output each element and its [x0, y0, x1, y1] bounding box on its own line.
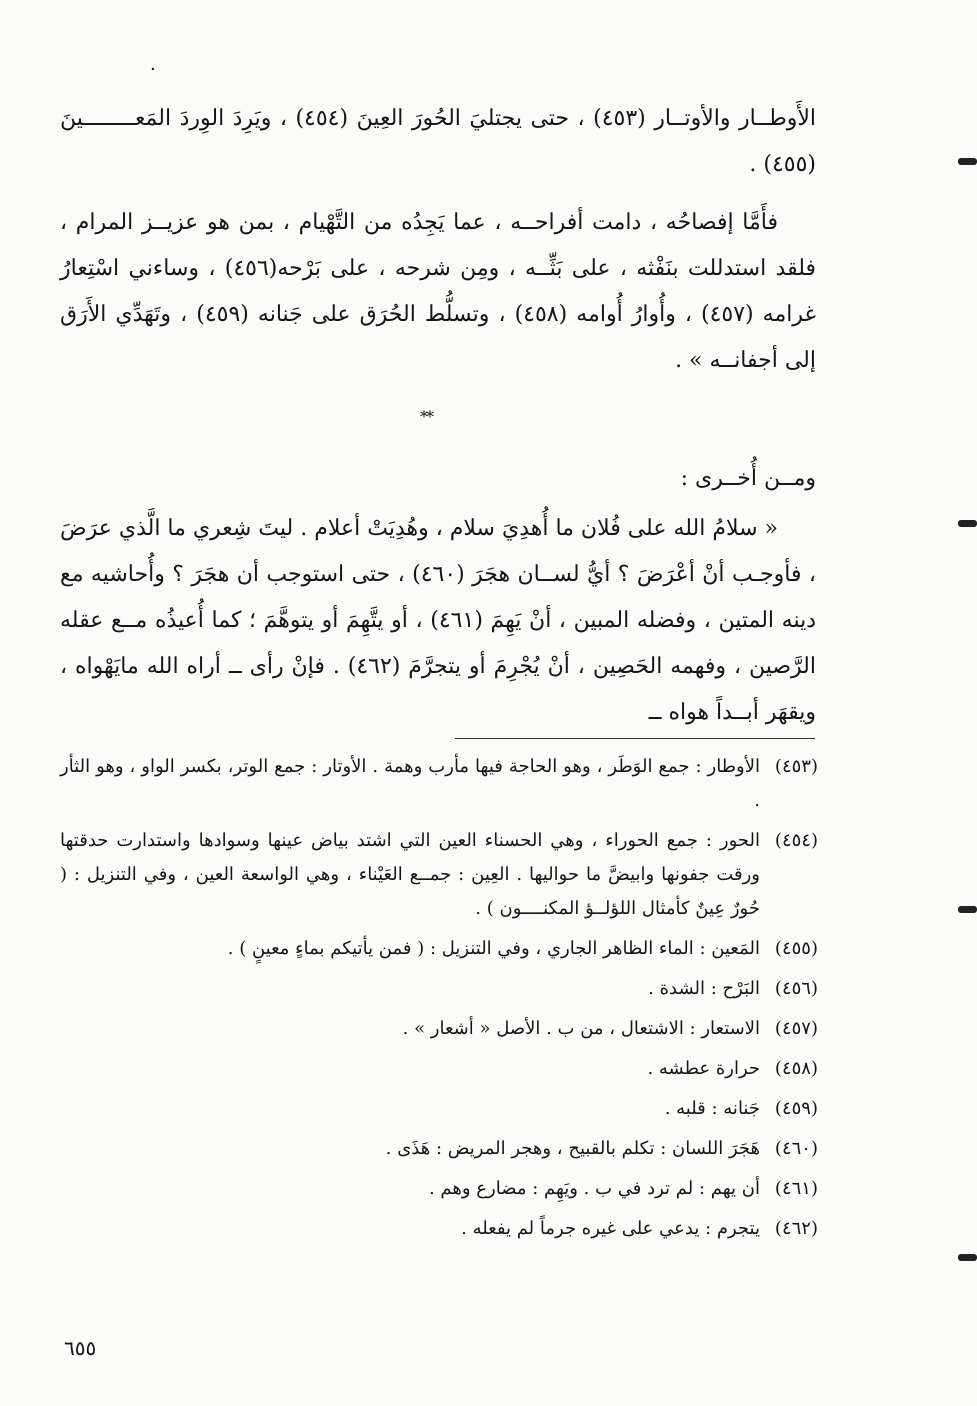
paragraph-4-text: « سلامُ الله على فُلان ما أُهدِيَ سلام ، وهُدِيَتْ أعلام . ليتَ شِعري ما الَّذي عرَضَ ، فأوجـب أنْ أعْرَضَ ؟ أيُّ لســان هجَرَ (٤٦٠) ، حتى استوجب أن هجَرَ ؟ وأُحاشيه مع دينه المتين ، وفضله المبين ، أنْ يَهِمَ (٤٦١) ، أو يتَّهِمَ أو يتوهَّمَ ؛ كما أُعيذُه مــع عقله الرَّصين ، وفهمه الحَصِين ، أنْ يُجْرِمَ أو يتجرَّمَ (٤٦٢) . فإنْ رأى ــ أراه الله مايَهْواه ، ويقهَر أبــداً هواه ــ — [60, 516, 817, 725]
footnote-460 — [60, 1132, 818, 1166]
section-stars: ⁎⁎ — [420, 402, 432, 421]
paragraph-4 — [60, 506, 816, 736]
margin-mark — [958, 520, 977, 527]
section-heading — [60, 456, 816, 502]
footnote-462 — [60, 1212, 818, 1246]
footnote-461 — [60, 1172, 818, 1206]
footnote-number: (٤٦٢) — [774, 1218, 818, 1239]
footnote-459 — [60, 1092, 818, 1126]
footnote-number: (٤٥٧) — [774, 1018, 818, 1039]
paragraph-1 — [60, 96, 816, 188]
paragraph-2-text: فأَمَّا إفصاحُه ، دامت أفراحــه ، عما يَجِدُه من التَّهْيام ، بمن هو عزيــز المرام ، فلقد استدللت بنَفْثه ، على بَثِّــه ، ومِن شرحه ، على بَرْحه(٤٥٦) ، وساءني اسْتِعارُ غرامه (٤٥٧) ، وأُوارُ أُوامه (٤٥٨) ، وتسلُّط الحُرَق على جَنانه (٤٥٩) ، وتَهَدِّي الأَرَق إلى أجفانــه » . — [60, 210, 817, 373]
footnote-number: (٤٥٦) — [774, 978, 818, 999]
footnote-text: يتجرم : يدعي على غيره جرماً لم يفعله . — [461, 1218, 760, 1239]
footnote-text: الأوطار : جمع الوَطَر ، وهو الحاجة فيها مأرب وهمة . الأوتار : جمع الوتر، بكسر الواو ، وهو الثأر . — [60, 756, 760, 811]
footnote-458 — [60, 1052, 818, 1086]
footnote-number: (٤٦١) — [774, 1178, 818, 1199]
footnote-text: الحور : جمع الحوراء ، وهي الحسناء العين التي اشتد بياض عينها وسوادها واستدارت حدقتها ورقت جفونها وابيضَّ ما حواليها . العِين : جمــع العَيْناء ، وهي الواسعة العين ، وفي التنزيل : ( حُورٌ عِينٌ كأمثال اللؤلــؤ المكنــــون ) . — [60, 830, 760, 919]
margin-mark — [958, 1254, 977, 1261]
page-number: ٦٥٥ — [64, 1336, 97, 1360]
footnote-456 — [60, 972, 818, 1006]
footnote-text: الاستعار : الاشتعال ، من ب . الأصل « أشعار » . — [402, 1018, 760, 1039]
footnote-text: المَعين : الماء الظاهر الجاري ، وفي التنزيل : ( فمن يأتيكم بماءٍ معينٍ ) . — [227, 938, 760, 959]
paragraph-1-text: الأَوطــار والأوتــار (٤٥٣) ، حتى يجتليَ الحُورَ العِينَ (٤٥٤) ، ويَرِدَ الوِردَ المَعــــــــينَ (٤٥٥) . — [60, 106, 816, 177]
footnote-separator — [455, 738, 815, 739]
footnote-number: (٤٥٨) — [774, 1058, 818, 1079]
footnote-number: (٤٥٥) — [774, 938, 818, 959]
footnote-454 — [60, 824, 818, 926]
footnote-number: (٤٥٩) — [774, 1098, 818, 1119]
footnote-457 — [60, 1012, 818, 1046]
section-heading-text: ومــن أُخــرى : — [680, 466, 816, 491]
footnote-455 — [60, 932, 818, 966]
footnote-text: هَجَرَ اللسان : تكلم بالقبيح ، وهجر المريض : هَذَى . — [385, 1138, 760, 1159]
footnote-number: (٤٦٠) — [774, 1138, 818, 1159]
margin-mark — [958, 158, 977, 165]
footnote-453 — [60, 750, 818, 818]
footnotes — [60, 750, 818, 1252]
footnote-text: البَرْح : الشدة . — [648, 978, 760, 999]
paragraph-2 — [60, 200, 816, 384]
top-dot: ٠ — [148, 58, 158, 79]
footnote-number: (٤٥٣) — [774, 756, 818, 777]
footnote-text: حرارة عطشه . — [647, 1058, 760, 1079]
footnote-number: (٤٥٤) — [774, 830, 818, 851]
margin-mark — [958, 906, 977, 913]
footnote-text: أن يهم : لم ترد في ب . ويَهِم : مضارع وهم . — [428, 1178, 760, 1199]
footnote-text: جَنانه : قلبه . — [664, 1098, 760, 1119]
